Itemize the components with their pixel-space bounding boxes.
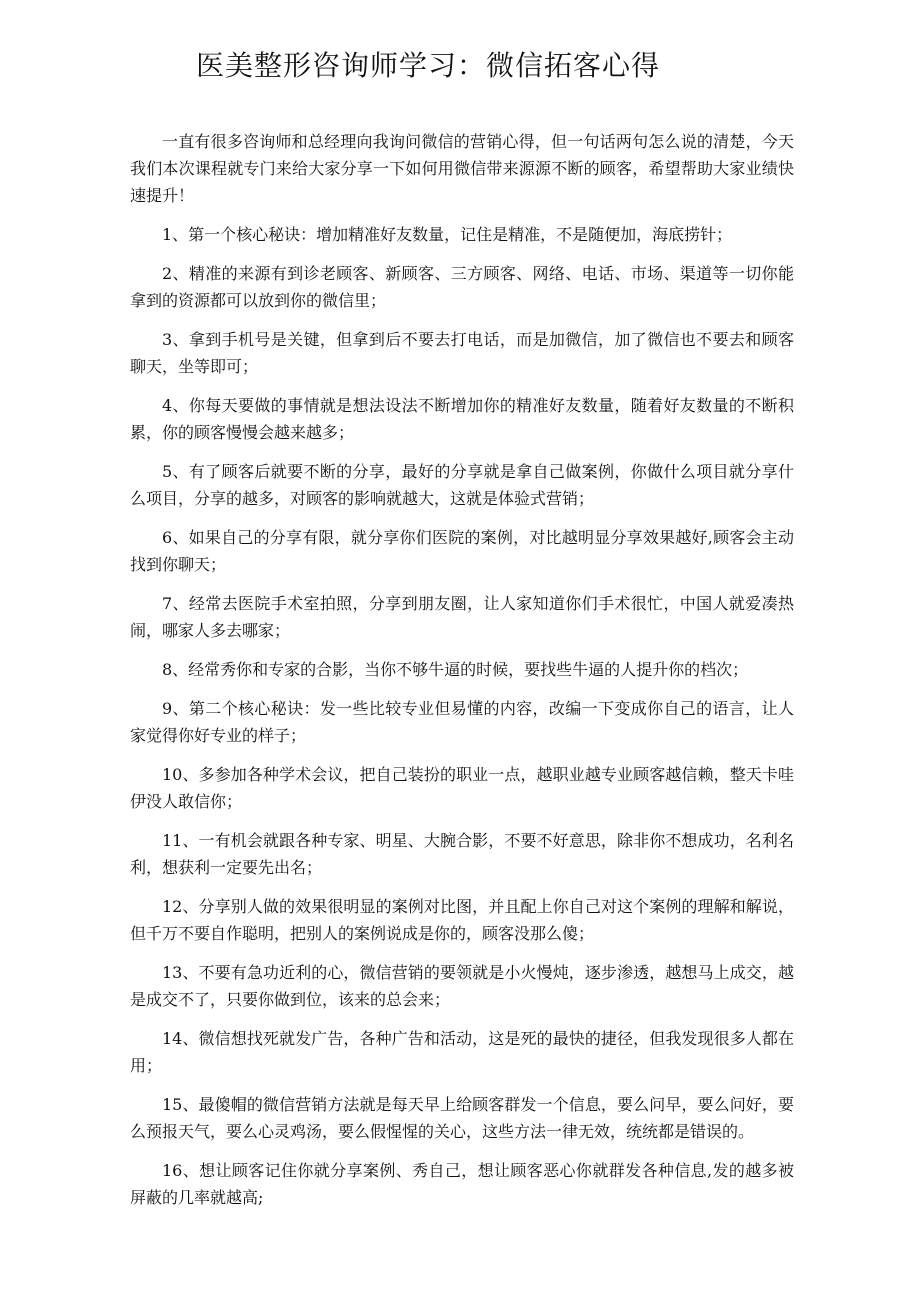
list-item: 15、最傻帽的微信营销方法就是每天早上给顾客群发一个信息，要么问早，要么问好，要么预报天气，要么心灵鸡汤，要么假惺惺的关心，这些方法一律无效，统统都是错误的。 — [130, 1095, 794, 1141]
list-item: 6、如果自己的分享有限，就分享你们医院的案例，对比越明显分享效果越好,顾客会主动找到你聊天； — [130, 528, 794, 574]
list-item: 16、想让顾客记住你就分享案例、秀自己，想让顾客恶心你就群发各种信息,发的越多被屏蔽的几率就越高; — [130, 1161, 794, 1207]
list-item: 11、一有机会就跟各种专家、明星、大腕合影，不要不好意思，除非你不想成功，名利名利，想获利一定要先出名； — [130, 831, 794, 877]
list-item: 13、不要有急功近利的心，微信营销的要领就是小火慢炖，逐步渗透，越想马上成交，越是成交不了，只要你做到位，该来的总会来； — [130, 963, 794, 1009]
list-item: 1、第一个核心秘诀：增加精准好友数量，记住是精准，不是随便加，海底捞针； — [162, 225, 733, 244]
list-item: 5、有了顾客后就要不断的分享，最好的分享就是拿自己做案例，你做什么项目就分享什么项目，分享的越多，对顾客的影响就越大，这就是体验式营销； — [130, 462, 794, 508]
list-item: 10、多参加各种学术会议，把自己装扮的职业一点，越职业越专业顾客越信赖，整天卡哇伊没人敢信你； — [130, 765, 794, 811]
list-item: 7、经常去医院手术室拍照，分享到朋友圈，让人家知道你们手术很忙，中国人就爱凑热闹，哪家人多去哪家； — [130, 594, 794, 640]
list-item: 12、分享别人做的效果很明显的案例对比图，并且配上你自己对这个案例的理解和解说，但千万不要自作聪明，把别人的案例说成是你的，顾客没那么傻； — [130, 897, 794, 943]
list-item: 4、你每天要做的事情就是想法设法不断增加你的精准好友数量，随着好友数量的不断积累，你的顾客慢慢会越来越多； — [130, 396, 794, 442]
list-item: 8、经常秀你和专家的合影，当你不够牛逼的时候，要找些牛逼的人提升你的档次； — [162, 660, 749, 679]
list-item: 14、微信想找死就发广告，各种广告和活动，这是死的最快的捷径，但我发现很多人都在用； — [130, 1029, 794, 1075]
document-title: 医美整形咨询师学习：微信拓客心得 — [196, 49, 661, 82]
list-item: 2、精准的来源有到诊老顾客、新顾客、三方顾客、网络、电话、市场、渠道等一切你能拿到的资源都可以放到你的微信里； — [130, 264, 794, 310]
list-item: 3、拿到手机号是关键，但拿到后不要去打电话，而是加微信，加了微信也不要去和顾客聊天，坐等即可； — [130, 330, 794, 376]
list-item: 9、第二个核心秘诀：发一些比较专业但易懂的内容，改编一下变成你自己的语言，让人家觉得你好专业的样子； — [130, 699, 794, 745]
intro-paragraph: 一直有很多咨询师和总经理向我询问微信的营销心得，但一句话两句怎么说的清楚，今天我们本次课程就专门来给大家分享一下如何用微信带来源源不断的顾客，希望帮助大家业绩快速提升！ — [130, 132, 794, 205]
document-body — [130, 128, 794, 1223]
